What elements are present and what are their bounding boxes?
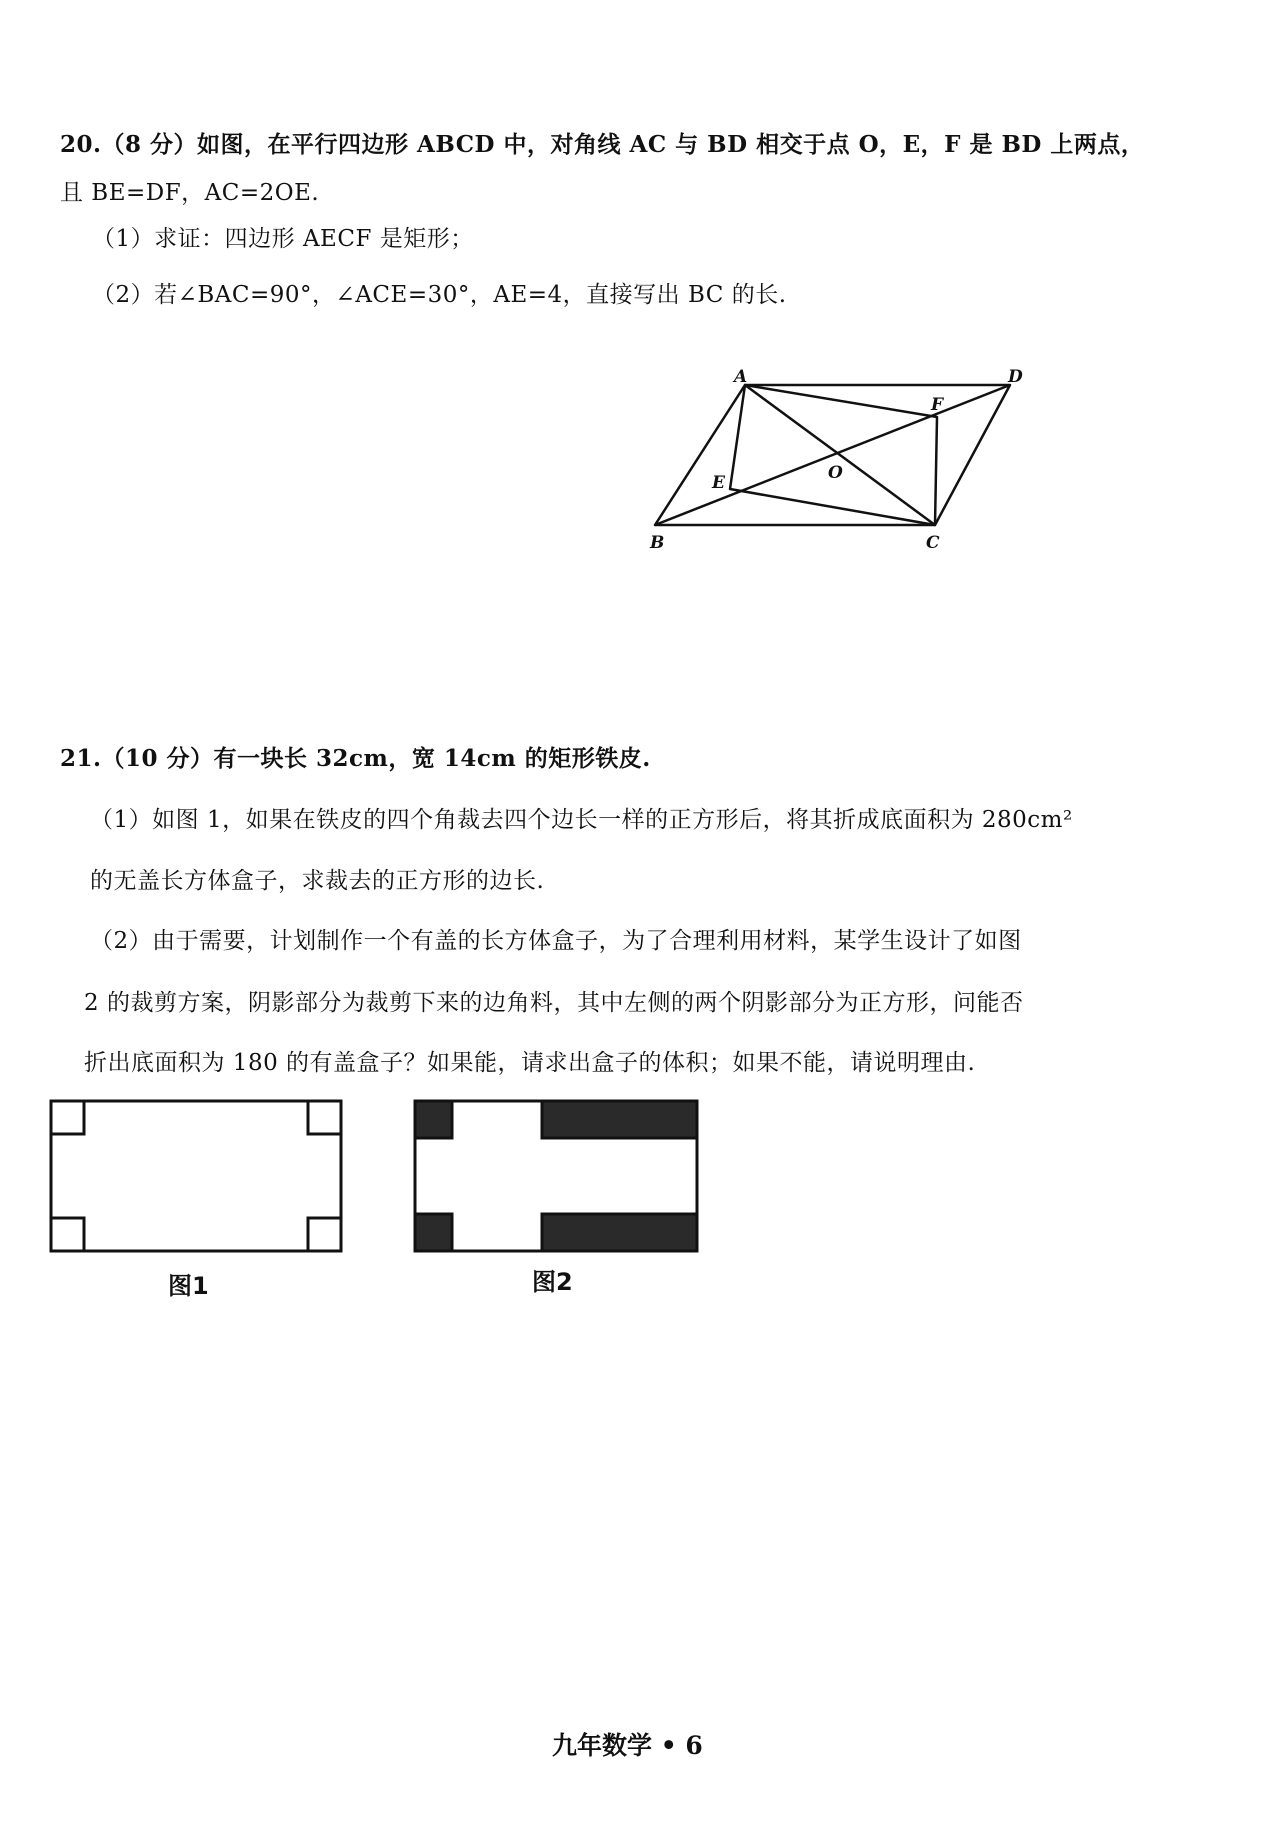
shaded-strip-top xyxy=(542,1101,697,1138)
label-c: C xyxy=(926,533,940,553)
shaded-square-tl xyxy=(415,1101,452,1138)
figure-2-sheet xyxy=(412,1098,702,1258)
q21-part2-line2: 2 的裁剪方案，阴影部分为裁剪下来的边角料，其中左侧的两个阴影部分为正方形，问能否 xyxy=(84,990,1024,1016)
diagonal-bd xyxy=(655,385,1010,525)
label-e: E xyxy=(712,473,725,493)
shaded-strip-bottom xyxy=(542,1214,697,1251)
q20-part1: （1）求证：四边形 AECF 是矩形； xyxy=(92,226,474,252)
q20-header: 20.（8 分）如图，在平行四边形 ABCD 中，对角线 AC 与 BD 相交于点 O，E，F 是 BD 上两点， xyxy=(60,131,1145,158)
label-a: A xyxy=(734,367,748,387)
label-f: F xyxy=(931,395,944,415)
q21-part1-line1: （1）如图 1，如果在铁皮的四个角裁去四个边长一样的正方形后，将其折成底面积为 280cm² xyxy=(90,807,1073,833)
corner-square-tl xyxy=(51,1101,84,1134)
shaded-square-bl xyxy=(415,1214,452,1251)
corner-square-bl xyxy=(51,1218,84,1251)
figure-2-caption: 图2 xyxy=(532,1268,573,1296)
q21-header: 21.（10 分）有一块长 32cm，宽 14cm 的矩形铁皮. xyxy=(60,745,651,772)
corner-square-br xyxy=(308,1218,341,1251)
parallelogram-figure xyxy=(640,360,1040,560)
figure-1-sheet xyxy=(48,1098,348,1258)
q21-part2-line3: 折出底面积为 180 的有盖盒子？如果能，请求出盒子的体积；如果不能，请说明理由. xyxy=(84,1050,976,1076)
corner-square-tr xyxy=(308,1101,341,1134)
q20-part2: （2）若∠BAC=90°，∠ACE=30°，AE=4，直接写出 BC 的长. xyxy=(92,282,787,308)
label-d: D xyxy=(1008,367,1023,387)
figure-1-caption: 图1 xyxy=(168,1272,209,1300)
page-footer: 九年数学 • 6 xyxy=(552,1731,703,1760)
label-b: B xyxy=(650,533,665,553)
q21-part1-line2: 的无盖长方体盒子，求裁去的正方形的边长. xyxy=(90,868,545,894)
diagonal-ac xyxy=(745,385,935,525)
label-o: O xyxy=(828,463,843,483)
q20-condition: 且 BE=DF，AC=2OE. xyxy=(60,180,320,206)
q21-part2-line1: （2）由于需要，计划制作一个有盖的长方体盒子，为了合理利用材料，某学生设计了如图 xyxy=(90,928,1022,954)
